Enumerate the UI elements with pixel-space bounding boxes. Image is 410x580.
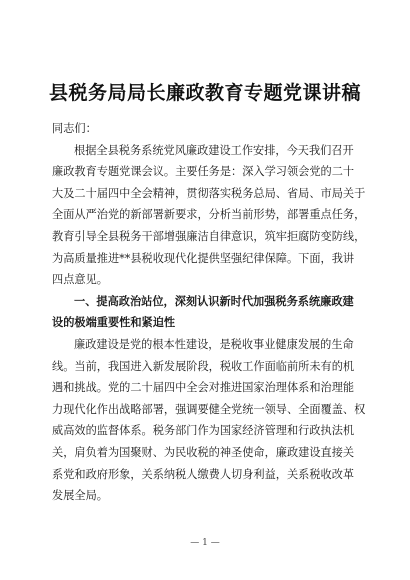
paragraph-line: 关，肩负着为国聚财、为民收税的神圣使命，廉政建设直接关 [52, 445, 355, 459]
paragraph-line: 遇和挑战。党的二十届四中全会对推进国家治理体系和治理能 [52, 381, 355, 395]
paragraph-line: 系党和政府形象，关系纳税人缴费人切身利益，关系税收改革 [52, 467, 355, 481]
paragraph-1 [52, 140, 366, 291]
section-heading-1 [52, 291, 360, 334]
paragraph-line: 四点意见。 [52, 273, 108, 287]
heading-line: 一、提高政治站位，深刻认识新时代加强税务系统廉政建 [74, 293, 354, 308]
paragraph-line: 全面从严治党的新部署新要求，分析当前形势，部署重点任务， [52, 208, 366, 222]
page-number: — 1 — [190, 538, 220, 548]
paragraph-line: 廉政建设是党的根本性建设，是税收事业健康发展的生命 [74, 337, 354, 351]
paragraph-line: 根据全县税务系统党风廉政建设工作安排，今天我们召开 [74, 143, 354, 157]
document-body [52, 118, 366, 507]
paragraph-line: 线。当前，我国进入新发展阶段，税收工作面临前所未有的机 [52, 359, 355, 373]
paragraph-line: 力现代化作出战略部署，强调要健全党统一领导、全面覆盖、权 [52, 402, 366, 416]
paragraph-line: 威高效的监督体系。税务部门作为国家经济管理和行政执法机 [52, 424, 355, 438]
paragraph-line: 教育引导全县税务干部增强廉洁自律意识，筑牢拒腐防变防线， [52, 229, 366, 243]
heading-line: 设的极端重要性和紧迫性 [52, 315, 176, 330]
paragraph-2 [52, 334, 366, 507]
greeting: 同志们： [52, 122, 97, 135]
paragraph-line: 为高质量推进**县税收现代化提供坚强纪律保障。下面，我讲 [52, 251, 355, 265]
document-title: 县税务局局长廉政教育专题党课讲稿 [48, 82, 361, 104]
paragraph-line: 廉政教育专题党课会议。主要任务是：深入学习领会党的二十 [52, 165, 355, 179]
paragraph-line: 大及二十届四中全会精神，贯彻落实税务总局、省局、市局关于 [52, 186, 366, 200]
paragraph-line: 发展全局。 [52, 489, 108, 503]
